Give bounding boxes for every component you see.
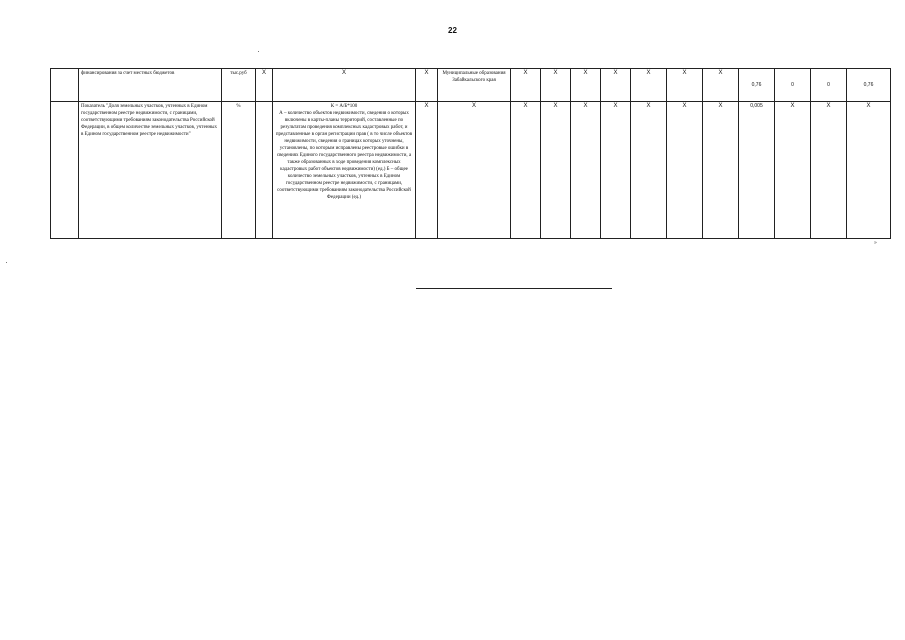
row-name-cell: финансирования за счет местных бюджетов (79, 69, 222, 102)
row-name-cell: Показатель "Доля земельных участков, учтенных в Едином государственном реестре недвижимости, с границами, соответствующими требованиям законодательства Российской Федерации, в общем количестве земельных участков, учтенных в Едином государственном реестре недвижимости" (79, 102, 222, 239)
value-cell: 0,76 (739, 69, 775, 102)
formula-cell: Х (273, 69, 416, 102)
value-cell: Х (811, 102, 847, 239)
executor-cell: Муниципальные образования Забайкальского края (438, 69, 511, 102)
mark-cell: Х (571, 69, 601, 102)
mark-cell: Х (541, 69, 571, 102)
mark-cell: Х (511, 69, 541, 102)
row-number-cell (51, 102, 79, 239)
corner-mark: » (874, 240, 877, 246)
formula-title: К = А/Б*100 (330, 104, 358, 109)
mark-cell: Х (541, 102, 571, 239)
executor-cell: Х (438, 102, 511, 239)
mark-cell: Х (511, 102, 541, 239)
value-cell: 0,76 (847, 69, 891, 102)
program-table-container (50, 68, 880, 239)
row-number-cell (51, 69, 79, 102)
mark-cell: Х (416, 102, 438, 239)
scan-speck (258, 51, 259, 52)
mark-cell: Х (256, 69, 273, 102)
unit-cell: % (222, 102, 256, 239)
table-row (51, 102, 891, 239)
unit-cell: тыс.руб (222, 69, 256, 102)
value-cell: 0,005 (739, 102, 775, 239)
mark-cell: Х (667, 69, 703, 102)
mark-cell: Х (631, 102, 667, 239)
mark-cell: Х (703, 102, 739, 239)
table-row (51, 69, 891, 102)
value-cell: 0 (775, 69, 811, 102)
mark-cell (256, 102, 273, 239)
formula-description: А – количество объектов недвижимости, сведения о которых включены в карты-планы территорий, составленные по результатам проведения комплексных кадастровых работ, и представленные в орган регистрации прав ( в то числе объектов недвижимости, сведения о границах которых уточнены, установлены, по которым исправлены реестровые ошибки в сведениях Единого государственного реестра недвижимости, а также образованных в ходе проведения комплексных кадастровых работ объектов недвижимости) (ед.) Б – общее количество земельных участков, учтенных в Едином государственном реестре недвижимости, с границами, соответствующими требованиям законодательства Российской Федерации (ед.) (275, 111, 413, 200)
page-number: 22 (448, 26, 457, 35)
mark-cell: Х (601, 69, 631, 102)
value-cell: 0 (811, 69, 847, 102)
mark-cell: Х (703, 69, 739, 102)
scan-speck (6, 262, 7, 263)
mark-cell: Х (667, 102, 703, 239)
mark-cell: Х (601, 102, 631, 239)
mark-cell: Х (571, 102, 601, 239)
document-end-line (416, 288, 612, 289)
value-cell: Х (775, 102, 811, 239)
mark-cell: Х (416, 69, 438, 102)
formula-cell (273, 102, 416, 239)
program-indicators-table (50, 68, 891, 239)
value-cell: Х (847, 102, 891, 239)
mark-cell: Х (631, 69, 667, 102)
